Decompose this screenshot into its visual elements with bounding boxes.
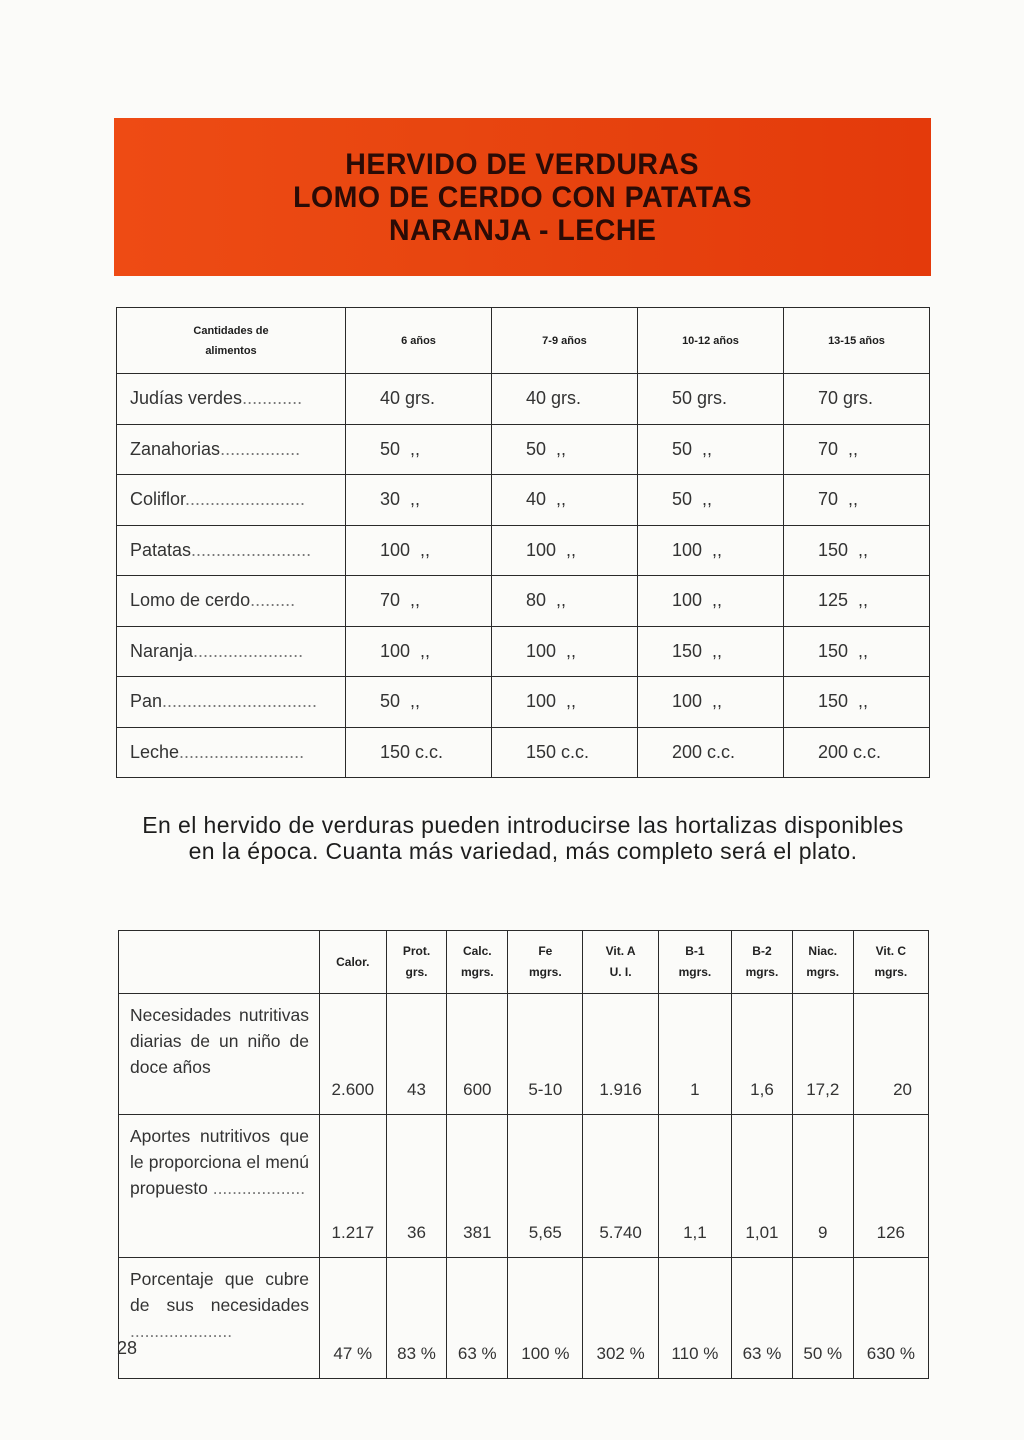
row-description: Porcentaje que cubre de sus necesidades ..................... [119, 1258, 320, 1379]
food-name: Patatas........................ [117, 525, 346, 576]
header-age-col: 7-9 años [492, 308, 638, 374]
quantity-cell: 50 ,, [638, 424, 784, 475]
quantity-cell: 70 ,, [346, 576, 492, 627]
quantity-cell: 150 ,, [784, 525, 930, 576]
quantity-cell: 200 c.c. [638, 727, 784, 778]
header-age-col: 10-12 años [638, 308, 784, 374]
quantity-cell: 50 ,, [346, 424, 492, 475]
quantity-cell: 80 ,, [492, 576, 638, 627]
quantity-cell: 100 ,, [638, 677, 784, 728]
table-row [117, 374, 930, 425]
nutrient-value: 17,2 [792, 994, 853, 1115]
nutrient-value: 381 [447, 1115, 508, 1258]
menu-title-banner [114, 118, 931, 276]
nutrient-value: 1.217 [320, 1115, 387, 1258]
table-row [119, 1115, 929, 1258]
title-line-3: NARANJA - LECHE [388, 213, 657, 247]
header-nutrient-col: Prot. grs. [386, 931, 447, 994]
nutrient-value: 630 % [853, 1258, 928, 1379]
quantity-cell: 40 ,, [492, 475, 638, 526]
title-line-2: LOMO DE CERDO CON PATATAS [293, 180, 752, 214]
table-row [117, 576, 930, 627]
table-row [117, 475, 930, 526]
quantity-cell: 125 ,, [784, 576, 930, 627]
row-description: Necesidades nutritivas diarias de un niño de doce años [119, 994, 320, 1115]
quantity-cell: 70 ,, [784, 424, 930, 475]
nutrient-value: 9 [792, 1115, 853, 1258]
nutrition-table [118, 930, 929, 1379]
header-nutrient-col: Vit. A U. I. [583, 931, 658, 994]
title-line-1: HERVIDO DE VERDURAS [345, 147, 700, 181]
food-name: Leche......................... [117, 727, 346, 778]
header-nutrient-col: Vit. C mgrs. [853, 931, 928, 994]
row-description: Aportes nutritivos que le proporciona el menú propuesto ................... [119, 1115, 320, 1258]
quantity-cell: 40 grs. [346, 374, 492, 425]
table-row [117, 525, 930, 576]
quantity-cell: 150 ,, [784, 626, 930, 677]
quantity-cell: 200 c.c. [784, 727, 930, 778]
food-quantities-table [116, 307, 930, 778]
quantity-cell: 150 c.c. [492, 727, 638, 778]
quantity-cell: 70 grs. [784, 374, 930, 425]
nutrient-value: 5,65 [508, 1115, 583, 1258]
page-number: 28 [117, 1338, 138, 1358]
nutrient-value: 110 % [658, 1258, 731, 1379]
quantity-cell: 50 grs. [638, 374, 784, 425]
food-name: Pan............................... [117, 677, 346, 728]
header-age-col: 13-15 años [784, 308, 930, 374]
nutrient-value: 100 % [508, 1258, 583, 1379]
quantity-cell: 50 ,, [492, 424, 638, 475]
quantity-cell: 30 ,, [346, 475, 492, 526]
nutrient-value: 5-10 [508, 994, 583, 1115]
nutrient-value: 1,6 [732, 994, 793, 1115]
table-row [119, 1258, 929, 1379]
quantity-cell: 150 c.c. [346, 727, 492, 778]
header-age-col: 6 años [346, 308, 492, 374]
quantity-cell: 100 ,, [638, 576, 784, 627]
food-name: Coliflor........................ [117, 475, 346, 526]
nutrient-value: 43 [386, 994, 447, 1115]
nutrient-value: 2.600 [320, 994, 387, 1115]
nutrient-value: 36 [386, 1115, 447, 1258]
nutrient-value: 63 % [732, 1258, 793, 1379]
header-nutrient-col: Calc. mgrs. [447, 931, 508, 994]
nutrient-value: 126 [853, 1115, 928, 1258]
quantity-cell: 70 ,, [784, 475, 930, 526]
nutrient-value: 63 % [447, 1258, 508, 1379]
food-name: Judías verdes............ [117, 374, 346, 425]
nutrient-value: 1.916 [583, 994, 658, 1115]
nutrient-value: 1 [658, 994, 731, 1115]
quantity-cell: 150 ,, [784, 677, 930, 728]
quantity-cell: 100 ,, [492, 525, 638, 576]
quantity-cell: 50 ,, [638, 475, 784, 526]
nutrient-value: 1,01 [732, 1115, 793, 1258]
table-row [117, 424, 930, 475]
quantity-cell: 100 ,, [492, 677, 638, 728]
nutrient-value: 1,1 [658, 1115, 731, 1258]
table-header-row [117, 308, 930, 374]
nutrient-value: 20 [853, 994, 928, 1115]
nutrient-value: 83 % [386, 1258, 447, 1379]
quantity-cell: 100 ,, [346, 525, 492, 576]
header-nutrient-col: Fe mgrs. [508, 931, 583, 994]
quantity-cell: 100 ,, [638, 525, 784, 576]
nutrient-value: 600 [447, 994, 508, 1115]
header-food-quantities: Cantidades de alimentos [117, 308, 346, 374]
header-empty-cell [119, 931, 320, 994]
nutrient-value: 302 % [583, 1258, 658, 1379]
quantity-cell: 40 grs. [492, 374, 638, 425]
table-row [117, 626, 930, 677]
nutrient-value: 47 % [320, 1258, 387, 1379]
nutrient-value: 50 % [792, 1258, 853, 1379]
quantity-cell: 150 ,, [638, 626, 784, 677]
table-row [117, 727, 930, 778]
header-nutrient-col: B-2 mgrs. [732, 931, 793, 994]
quantity-cell: 100 ,, [492, 626, 638, 677]
header-nutrient-col: B-1 mgrs. [658, 931, 731, 994]
nutrient-value: 5.740 [583, 1115, 658, 1258]
table-row [117, 677, 930, 728]
quantity-cell: 50 ,, [346, 677, 492, 728]
table-header-row [119, 931, 929, 994]
food-name: Zanahorias................ [117, 424, 346, 475]
food-name: Lomo de cerdo......... [117, 576, 346, 627]
note-paragraph: En el hervido de verduras pueden introducirse las hortalizas disponibles en la época. Cuanta más variedad, más completo será el plato. [142, 812, 904, 864]
table-row [119, 994, 929, 1115]
quantity-cell: 100 ,, [346, 626, 492, 677]
food-name: Naranja...................... [117, 626, 346, 677]
header-nutrient-col: Niac. mgrs. [792, 931, 853, 994]
header-nutrient-col: Calor. [320, 931, 387, 994]
